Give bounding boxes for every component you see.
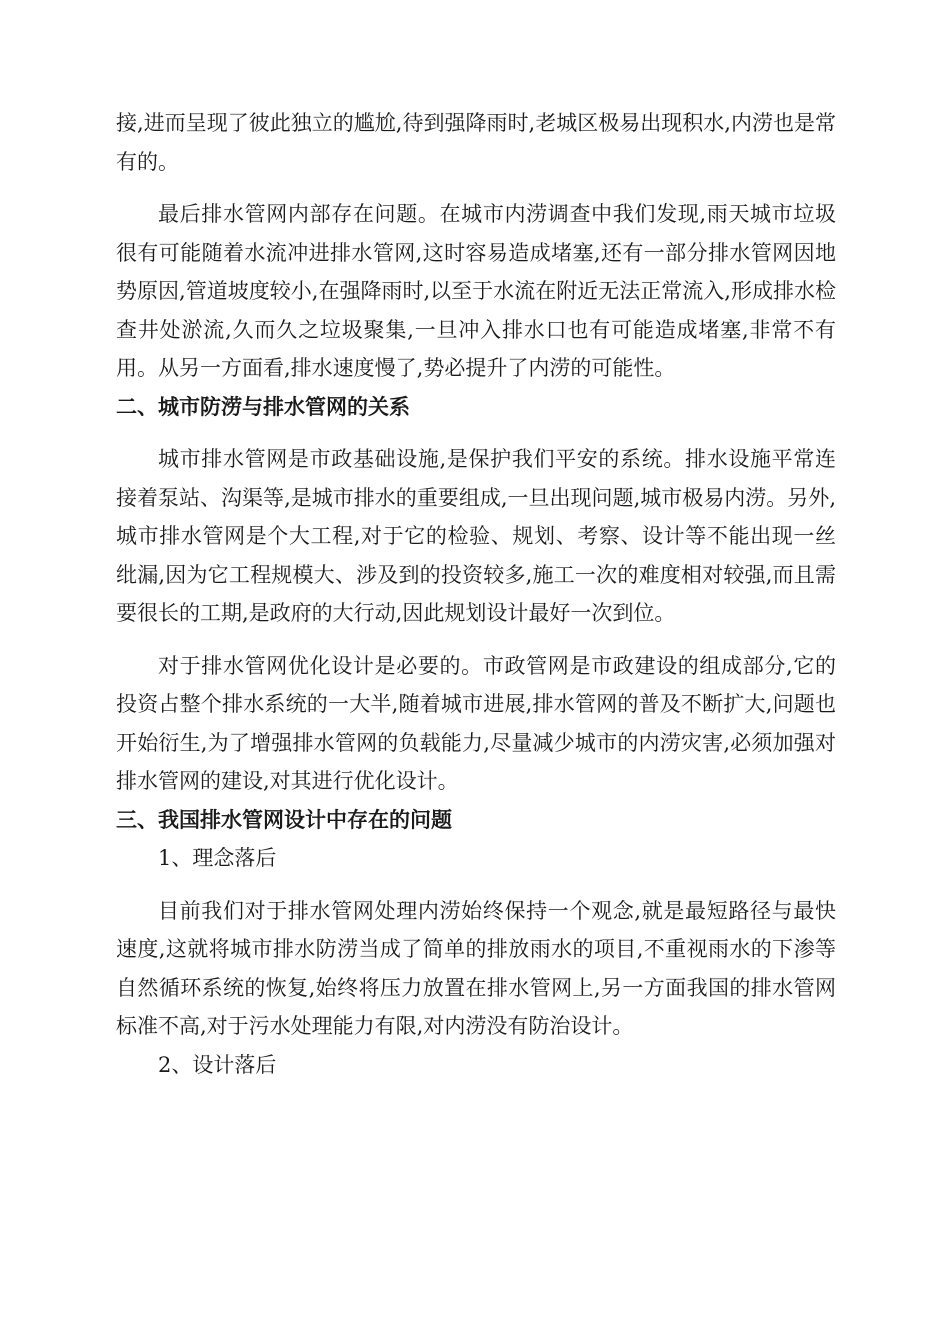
section-heading-3: 三、我国排水管网设计中存在的问题 bbox=[116, 807, 452, 832]
document-body bbox=[116, 104, 836, 1084]
subsection-heading-1: 1、理念落后 bbox=[158, 846, 277, 870]
paragraph-drainage-infrastructure: 城市排水管网是市政基础设施,是保护我们平安的系统。排水设施平常连接着泵站、沟渠等,是城市排水的重要组成,一旦出现问题,城市极易内涝。另外,城市排水管网是个大工程,对于它的检验、规划、考察、设计等不能出现一丝纰漏,因为它工程规模大、涉及到的投资较多,施工一次的难度相对较强,而且需要很长的工期,是政府的大行动,因此规划设计最好一次到位。 bbox=[116, 447, 836, 625]
paragraph-drainage-internal-problems: 最后排水管网内部存在问题。在城市内涝调查中我们发现,雨天城市垃圾很有可能随着水流冲进排水管网,这时容易造成堵塞,还有一部分排水管网因地势原因,管道坡度较小,在强降雨时,以至于水流在附近无法正常流入,形成排水检查井处淤流,久而久之垃圾聚集,一旦冲入排水口也有可能造成堵塞,非常不有用。从另一方面看,排水速度慢了,势必提升了内涝的可能性。 bbox=[116, 202, 836, 380]
paragraph-outdated-concept: 目前我们对于排水管网处理内涝始终保持一个观念,就是最短路径与最快速度,这就将城市排水防涝当成了简单的排放雨水的项目,不重视雨水的下渗等自然循环系统的恢复,始终将压力放置在排水管网上,另一方面我国的排水管网标准不高,对于污水处理能力有限,对内涝没有防治设计。 bbox=[116, 898, 836, 1038]
paragraph-continuation: 接,进而呈现了彼此独立的尴尬,待到强降雨时,老城区极易出现积水,内涝也是常有的。 bbox=[116, 111, 836, 174]
subsection-heading-2: 2、设计落后 bbox=[158, 1052, 277, 1077]
section-heading-2: 二、城市防涝与排水管网的关系 bbox=[116, 394, 410, 419]
paragraph-optimization-necessity: 对于排水管网优化设计是必要的。市政管网是市政建设的组成部分,它的投资占整个排水系统的一大半,随着城市进展,排水管网的普及不断扩大,问题也开始衍生,为了增强排水管网的负载能力,尽量减少城市的内涝灾害,必须加强对排水管网的建设,对其进行优化设计。 bbox=[116, 653, 836, 793]
